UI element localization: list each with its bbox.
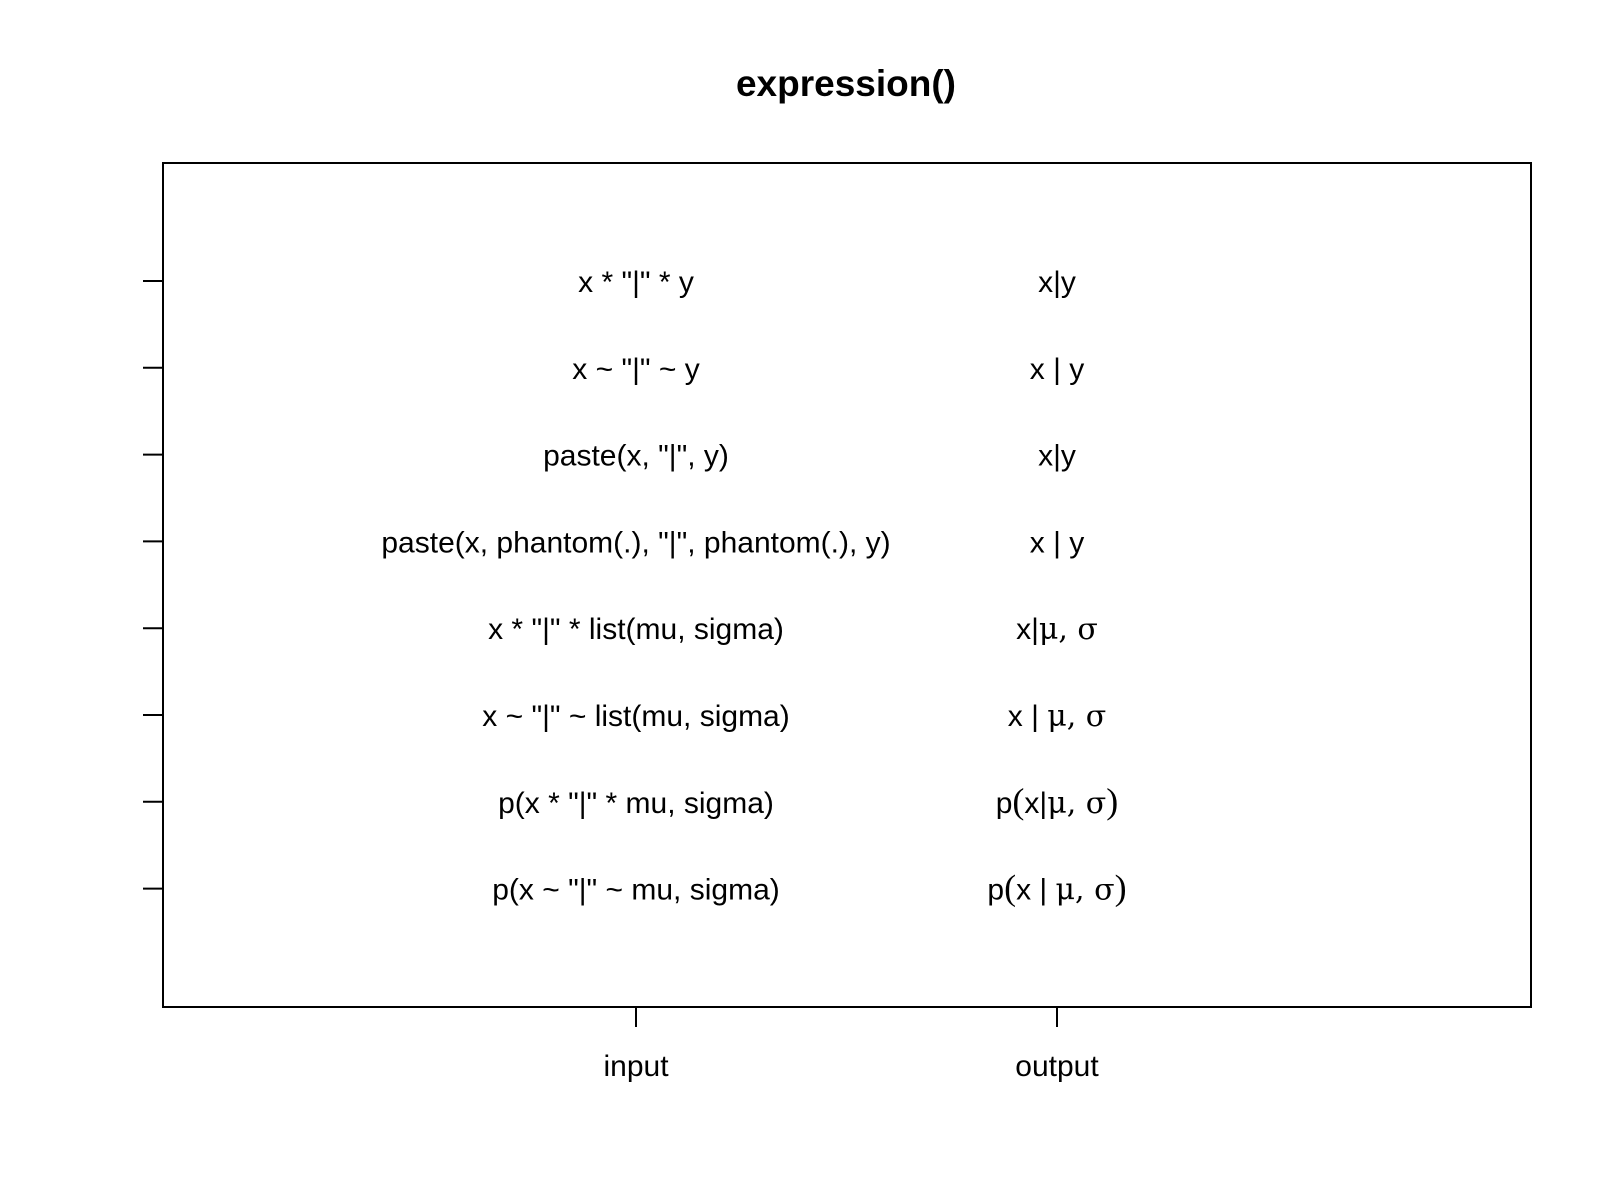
table-row	[482, 699, 1106, 734]
table-row	[572, 353, 1084, 386]
x-tick-label: input	[603, 1050, 669, 1083]
input-expression: x * "|" * y	[578, 266, 694, 299]
output-text-part: x|	[1024, 786, 1048, 820]
input-expression: x ~ "|" ~ y	[572, 352, 700, 386]
greek-symbol: μ, σ	[1055, 872, 1115, 908]
output-expression	[1038, 266, 1076, 299]
table-row	[543, 440, 1076, 473]
output-text-part: x|	[1016, 613, 1039, 647]
input-expression: p(x ~ "|" ~ mu, sigma)	[492, 873, 780, 907]
output-expression	[1016, 612, 1098, 647]
table-row	[488, 612, 1098, 647]
greek-symbol: μ, σ	[1047, 785, 1107, 821]
output-expression	[1030, 526, 1084, 559]
input-expression: p(x * "|" * mu, sigma)	[498, 786, 774, 820]
table-rows	[381, 266, 1126, 908]
greek-symbol: μ, σ	[1047, 699, 1107, 734]
output-text-part: x |	[1016, 873, 1056, 907]
chart-title: expression()	[735, 63, 957, 104]
input-expression: x ~ "|" ~ list(mu, sigma)	[482, 700, 790, 733]
x-axis	[603, 1007, 1099, 1083]
output-text-part: x | y	[1029, 352, 1085, 386]
output-expression	[1030, 353, 1084, 386]
output-expression	[1008, 699, 1107, 734]
input-expression: paste(x, "|", y)	[543, 439, 729, 473]
output-text-part: p	[987, 873, 1005, 907]
output-text-part: )	[1114, 867, 1127, 908]
table-row	[381, 526, 1084, 559]
output-text-part: (	[1012, 780, 1025, 821]
output-text-part: x |	[1007, 700, 1048, 733]
y-axis-ticks	[143, 281, 163, 889]
greek-symbol: μ, σ	[1038, 612, 1098, 648]
output-text-part: x|y	[1038, 439, 1076, 473]
table-row	[578, 266, 1076, 299]
output-text-part: )	[1106, 780, 1119, 821]
table-row	[498, 781, 1118, 821]
output-expression	[987, 868, 1126, 908]
x-tick-label: output	[1015, 1050, 1099, 1083]
output-text-part: (	[1004, 867, 1017, 908]
table-row	[492, 868, 1126, 908]
output-expression	[1038, 440, 1076, 473]
output-expression	[996, 781, 1119, 821]
output-text-part: p	[995, 786, 1013, 820]
output-text-part: x|y	[1038, 266, 1076, 299]
output-text-part: x | y	[1029, 526, 1085, 560]
input-expression: paste(x, phantom(.), "|", phantom(.), y)	[381, 526, 891, 560]
input-expression: x * "|" * list(mu, sigma)	[488, 613, 784, 647]
plot-frame	[163, 163, 1531, 1007]
